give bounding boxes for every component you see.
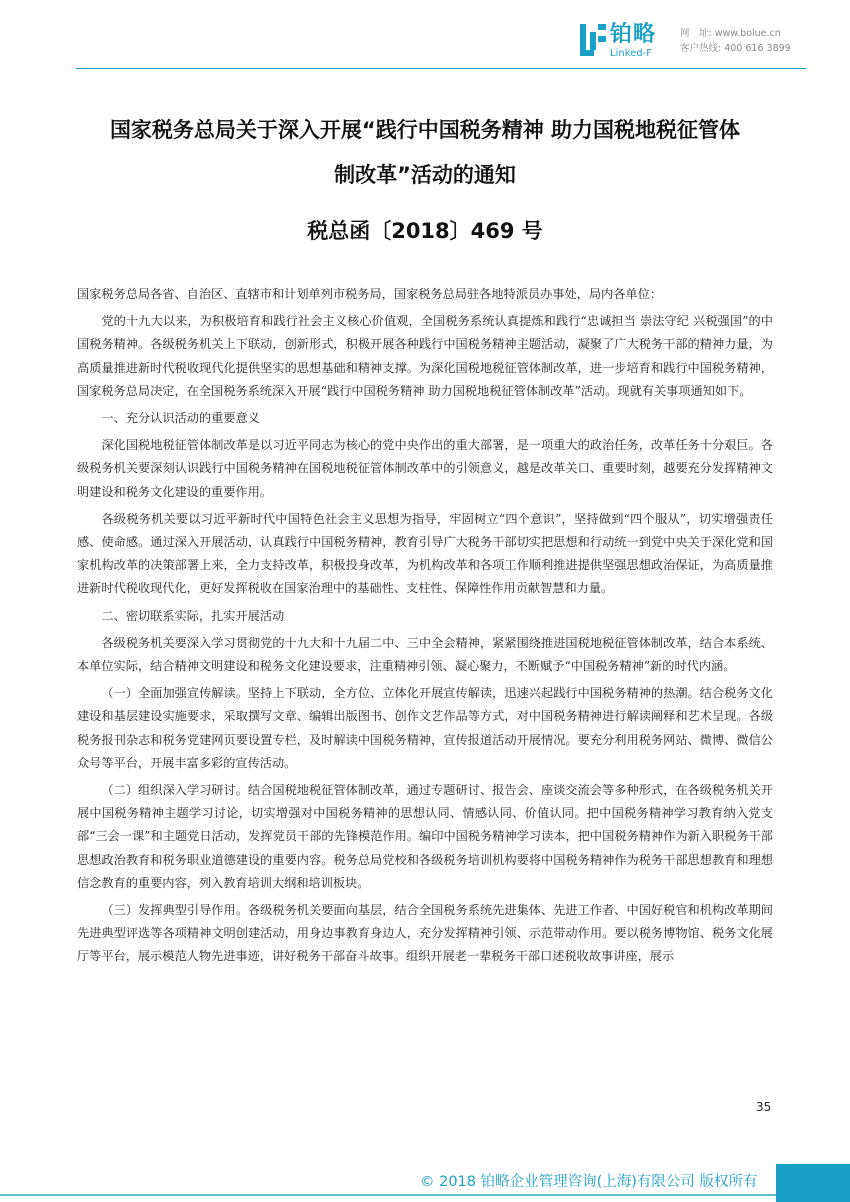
hotline-text: 客户热线: 400 616 3899 (680, 43, 791, 54)
header-divider (76, 68, 806, 69)
body-paragraph: （一）全面加强宣传解读。坚持上下联动，全方位、立体化开展宣传解读，迅速兴起践行中国税务精神的热潮。结合税务文化建设和基层建设实施要求，采取撰写文章、编辑出版图书、创作文艺作品等方式，对中国税务精神进行解读阐释和艺术呈现。各级税务报刊杂志和税务党建网页要设置专栏，及时解读中国税务精神，宣传报道活动开展情况。要充分利用税务网站、微博、微信公众号等平台，开展丰富多彩的宣传活动。 (77, 686, 773, 770)
document-title (60, 108, 790, 198)
section-heading: 一、充分认识活动的重要意义 (101, 411, 260, 426)
copyright-text: © 2018 铂略企业管理咨询(上海)有限公司 版权所有 (420, 1174, 758, 1190)
footer-accent-block (776, 1164, 850, 1202)
title-line-1: 国家税务总局关于深入开展“践行中国税务精神 助力国税地税征管体 (109, 118, 741, 142)
page-footer (0, 1160, 850, 1202)
footer-divider (0, 1194, 850, 1196)
logo-text-cn: 铂略 (610, 22, 657, 47)
title-line-2: 制改革”活动的通知 (334, 163, 516, 187)
logo-text-en: Linked-F (610, 48, 652, 59)
logo-mark-icon (580, 24, 606, 56)
body-paragraph: （二）组织深入学习研讨。结合国税地税征管体制改革，通过专题研讨、报告会、座谈交流会等多种形式，在各级税务机关开展中国税务精神主题学习讨论，切实增强对中国税务精神的思想认同、情感认同、价值认同。把中国税务精神学习教育纳入党支部“三会一课”和主题党日活动，发挥党员干部的先锋模范作用。编印中国税务精神学习读本，把中国税务精神作为新入职税务干部思想政治教育和税务职业道德建设的重要内容。税务总局党校和各级税务培训机构要将中国税务精神作为税务干部思想教育和理想信念教育的重要内容，列入教育培训大纲和培训板块。 (77, 783, 773, 890)
body-paragraph: 各级税务机关要以习近平新时代中国特色社会主义思想为指导，牢固树立“四个意识”，坚持做到“四个服从”，切实增强责任感、使命感。通过深入开展活动，认真践行中国税务精神，教育引导广大税务干部切实把思想和行动统一到党中央关于深化党和国家机构改革的决策部署上来，全力支持改革，积极投身改革，为机构改革和各项工作顺利推进提供坚强思想政治保证，为高质量推进新时代税收现代化，更好发挥税收在国家治理中的基础性、支柱性、保障性作用贡献智慧和力量。 (77, 511, 773, 596)
document-number: 税总函〔2018〕469 号 (307, 219, 543, 243)
section-heading: 二、密切联系实际，扎实开展活动 (101, 608, 285, 623)
page-header (0, 0, 850, 70)
body-paragraph: 党的十九大以来，为积极培育和践行社会主义核心价值观，全国税务系统认真提炼和践行“忠诚担当 崇法守纪 兴税强国”的中国税务精神。各级税务机关上下联动，创新形式，积极开展各种践行中国税务精神主题活动，凝聚了广大税务干部的精神力量，为高质量推进新时代税收现代化提供坚实的思想基础和精神支撑。为深化国税地税征管体制改革，进一步培育和践行中国税务精神，国家税务总局决定，在全国税务系统深入开展“践行中国税务精神 助力国税地税征管体制改革”活动。现就有关事项通知如下。 (77, 314, 773, 398)
bolue-logo (580, 22, 672, 62)
salutation-paragraph: 国家税务总局各省、自治区、直辖市和计划单列市税务局，国家税务总局驻各地特派员办事处，局内各单位： (77, 287, 662, 301)
document-body (77, 283, 773, 973)
contact-info (680, 26, 791, 56)
website-text: 网 址: www.bolue.cn (680, 28, 781, 39)
body-paragraph: 深化国税地税征管体制改革是以习近平同志为核心的党中央作出的重大部署，是一项重大的政治任务，改革任务十分艰巨。各级税务机关要深刻认识践行中国税务精神在国税地税征管体制改革中的引领意义，越是改革关口、重要时刻，越要充分发挥精神文明建设和税务文化建设的重要作用。 (77, 438, 773, 499)
body-paragraph: 各级税务机关要深入学习贯彻党的十九大和十九届二中、三中全会精神，紧紧围绕推进国税地税征管体制改革，结合本系统、本单位实际，结合精神文明建设和税务文化建设要求，注重精神引领、凝心聚力，不断赋予“中国税务精神”新的时代内涵。 (77, 635, 773, 674)
body-paragraph: （三）发挥典型引导作用。各级税务机关要面向基层，结合全国税务系统先进集体、先进工作者、中国好税官和机构改革期间先进典型评选等各项精神文明创建活动，用身边事教育身边人，充分发挥精神引领、示范带动作用。要以税务博物馆、税务文化展厅等平台，展示模范人物先进事迹，讲好税务干部奋斗故事。组织开展老一辈税务干部口述税收故事讲座，展示 (77, 903, 773, 964)
page-number: 35 (756, 1100, 772, 1114)
